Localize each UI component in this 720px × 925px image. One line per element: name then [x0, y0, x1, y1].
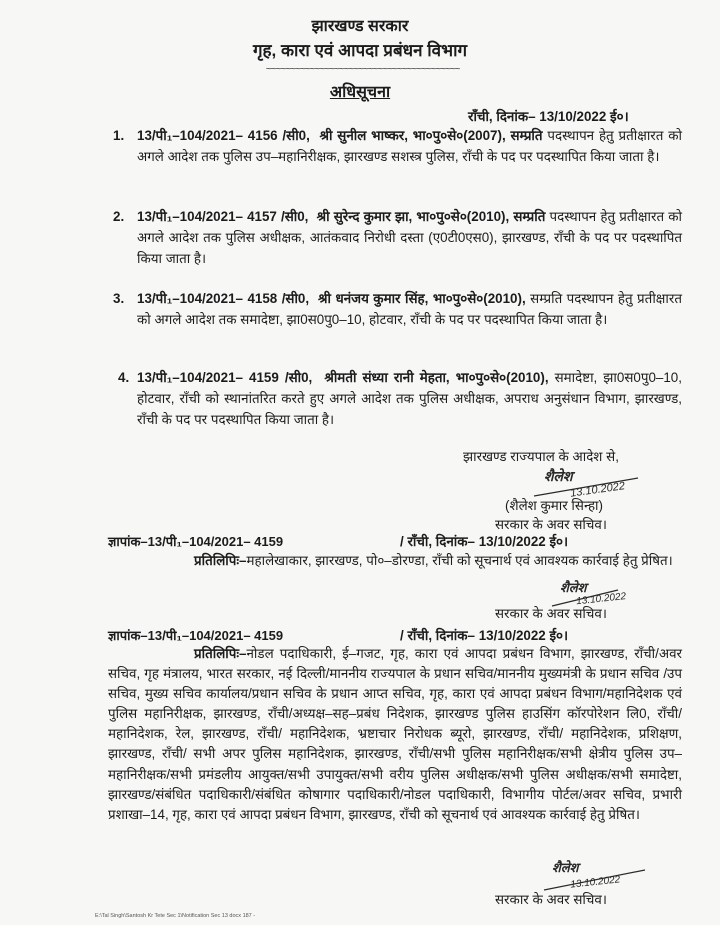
signature-date: 13.10.2022: [569, 874, 621, 891]
notification-place-date: राँची, दिनांक– 13/10/2022 ई०।: [468, 109, 629, 124]
item-number: 1.: [113, 128, 125, 143]
item-body: सम्प्रति पदस्थापन हेतु प्रतीक्षारत को अगले आदेश तक समादेष्टा, झा0स0पु0–10, होटवार, राँची के पद पर पदस्थापित किया जाता है।: [137, 291, 682, 327]
memo-copy: [108, 644, 682, 825]
signatory-designation: सरकार के अवर सचिव।: [495, 606, 607, 621]
signature-text: शैलेश: [552, 860, 579, 875]
notification-item: [137, 125, 682, 167]
item-officer: श्री धनंजय कुमार सिंह, भा०पु०से०(2010),: [318, 291, 526, 306]
item-officer: श्री सुरेन्द कुमार झा, भा०पु०से०(2010), सम्प्रति: [316, 209, 546, 224]
memo-place-date: / राँची, दिनांक– 13/10/2022 ई०।: [400, 628, 569, 643]
signature-text: शैलेश: [544, 468, 573, 484]
item-number: 2.: [113, 209, 125, 224]
item-body: समादेष्टा, झा0स0पु0–10, होटवार, राँची को स्थानांतरित करते हुए अगले आदेश तक पुलिस अधीक्षक, अपराध अनुसंधान विभाग, झारखण्ड, राँची के पद पर पदस्थापित किया जाता है।: [137, 370, 682, 427]
signatory-designation: सरकार के अवर सचिव।: [495, 517, 607, 532]
item-ref: 13/पी₁–104/2021– 4158 /सी0,: [137, 291, 310, 306]
signature-text: शैलेश: [560, 580, 587, 595]
signatory-designation: सरकार के अवर सचिव।: [495, 892, 607, 907]
item-number: 3.: [113, 291, 125, 306]
govt-name: झारखण्ड सरकार: [311, 18, 409, 35]
memo-copy: [108, 550, 682, 571]
file-path-footer: E:\Tal Singh\Santosh Kr Tete Sec 1\Notification Sec 13 docx 187 -: [95, 913, 256, 919]
memo-place-date: / राँची, दिनांक– 13/10/2022 ई०।: [400, 534, 569, 549]
copy-label: प्रतिलिपिः–: [194, 646, 247, 661]
memo-reference: ज्ञापांक–13/पी₁–104/2021– 4159: [108, 534, 284, 549]
signatory-name: (शैलेश कुमार सिन्हा): [505, 498, 603, 513]
item-ref: 13/पी₁–104/2021– 4156 /सी0,: [137, 128, 310, 143]
signature-date: 13.10.2022: [569, 480, 626, 500]
signature-mark: [530, 466, 640, 500]
copy-label: प्रतिलिपिः–: [194, 553, 247, 568]
item-body: पदस्थापन हेतु प्रतीक्षारत को अगले आदेश तक पुलिस उप–महानिरीक्षक, झारखण्ड सशस्त्र पुलिस, राँची के पद पर पदस्थापित किया जाता है।: [137, 128, 682, 164]
by-order-text: झारखण्ड राज्यपाल के आदेश से,: [463, 449, 619, 464]
notification-item: [137, 367, 682, 430]
department-name: गृह, कारा एवं आपदा प्रबंधन विभाग: [252, 41, 468, 60]
copy-text: महालेखाकार, झारखण्ड, पो०–डोरण्डा, राँची को सूचनार्थ एवं आवश्यक कार्रवाई हेतु प्रेषित।: [246, 553, 673, 568]
item-officer: श्रीमती संध्या रानी मेहता, भा०पु०से०(2010),: [324, 370, 549, 385]
signature-mark: [540, 858, 650, 892]
notification-item: [137, 206, 682, 269]
signature-date: 13.10.2022: [575, 591, 627, 608]
notification-item: [137, 288, 682, 330]
header-rule: ~~~~~~~~~~~~~~~~~~~~~~~~~~~~~~~~~~~~~~~~: [265, 64, 460, 70]
copy-text: नोडल पदाधिकारी, ई–गजट, गृह, कारा एवं आपदा प्रबंधन विभाग, झारखण्ड, राँची/अवर सचिव, गृह मंत्रालय, भारत सरकार, नई दिल्ली/माननीय राज्यपाल के प्रधान सचिव/माननीय मुख्यमंत्री के प्रधान सचिव /उप सचिव, मुख्य सचिव कार्यालय/प्रधान सचिव के प्रधान आप्त सचिव, गृह, कारा एवं आपदा प्रबंधन विभाग/महानिदेशक एवं पुलिस महानिरीक्षक, झारखण्ड, राँची/अध्यक्ष–सह–प्रबंध निदेशक, झारखण्ड पुलिस हाउसिंग कॉरपोरेशन लि0, राँची/महानिदेशक, रेल, झारखण्ड, राँची/ महानिदेशक, भ्रष्टाचार निरोधक ब्यूरो, झारखण्ड, राँची/ महानिदेशक, प्रशिक्षण, झारखण्ड, राँची/ सभी अपर पुलिस महानिदेशक, झारखण्ड, राँची/सभी पुलिस महानिरीक्षक/सभी क्षेत्रीय पुलिस उप–महानिरीक्षक/सभी प्रमंडलीय आयुक्त/सभी उपायुक्त/सभी वरीय पुलिस अधीक्षक/सभी पुलिस अधीक्षक/सभी समादेष्टा, झारखण्ड/संबंधित पदाधिकारी/संबंधित कोषागार पदाधिकारी/नोडल पदाधिकारी, विभागीय पोर्टल/अवर सचिव, प्रभारी प्रशाखा–14, गृह, कारा एवं आपदा प्रबंधन विभाग, झारखण्ड, राँची को सूचनार्थ एवं आवश्यक कार्रवाई हेतु प्रेषित।: [108, 646, 682, 822]
notification-title: अधिसूचना: [329, 84, 391, 101]
item-ref: 13/पी₁–104/2021– 4159 /सी0,: [137, 370, 313, 385]
item-ref: 13/पी₁–104/2021– 4157 /सी0,: [137, 209, 309, 224]
memo-reference: ज्ञापांक–13/पी₁–104/2021– 4159: [108, 628, 284, 643]
item-number: 4.: [118, 370, 130, 385]
item-officer: श्री सुनील भाष्कर, भा०पु०से०(2007), सम्प्रति: [319, 128, 543, 143]
item-body: पदस्थापन हेतु प्रतीक्षारत को अगले आदेश तक पुलिस अधीक्षक, आतंकवाद निरोधी दस्ता (ए0टी0एस0), झारखण्ड, राँची के पद पर पदस्थापित किया जाता है।: [137, 209, 682, 266]
